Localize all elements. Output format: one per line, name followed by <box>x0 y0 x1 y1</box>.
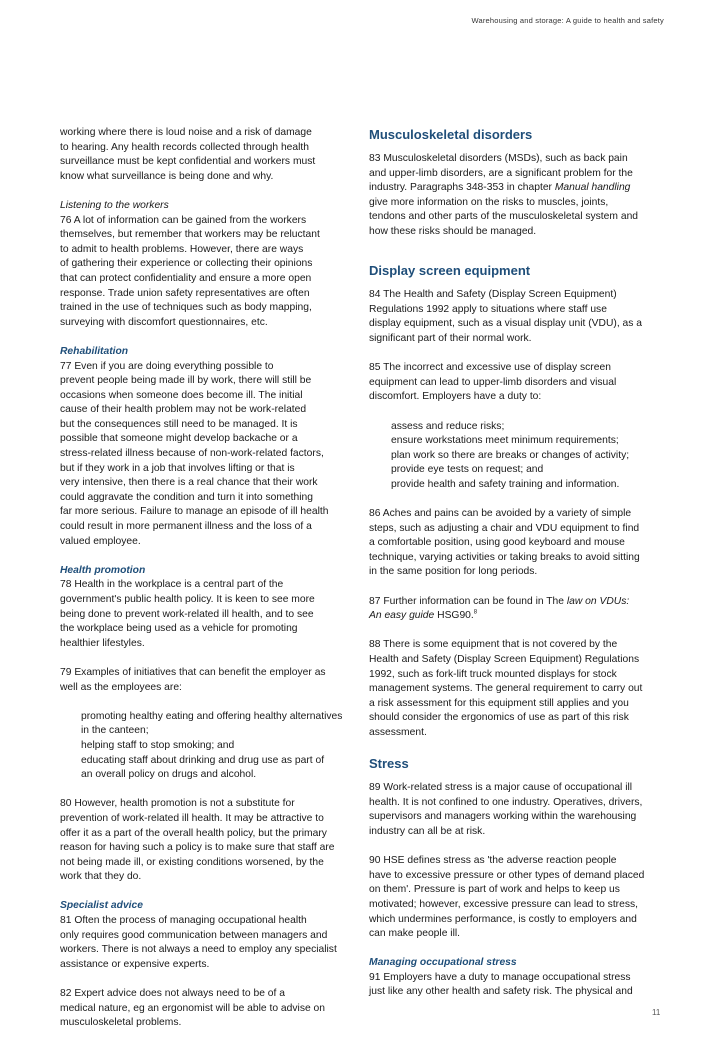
right-column <box>369 126 669 1000</box>
paragraph-89: 89 Work-related stress is a major cause of occupational ill health. It is not confined to one industry. Operatives, drivers, supervisors and managers working within the warehousing industry can all be at risk. <box>369 782 643 837</box>
heading-display-screen: Display screen equipment <box>369 263 531 279</box>
heading-musculoskeletal: Musculoskeletal disorders <box>369 127 533 142</box>
subheading-listening: Listening to the workers <box>60 199 169 211</box>
page-number: 11 <box>652 1008 661 1017</box>
paragraph-82: 82 Expert advice does not always need to be of a medical nature, eg an ergonomist will be able to advise on musculoskeletal problems. <box>60 988 326 1029</box>
running-header: Warehousing and storage: A guide to health and safety <box>471 16 664 25</box>
footnote-ref: 8 <box>473 609 478 616</box>
paragraph-87: 87 Further information can be found in The law on VDUs: An easy guide HSG90.$^8$ <box>369 595 630 622</box>
paragraph-80: 80 However, health promotion is not a substitute for prevention of work-related ill health. It may be attractive to offer it as a part of the overall health policy, but the primary reason for having such a policy is to make sure that staff are not being made ill, or existing conditions worsened, by the work that they do. <box>60 798 335 883</box>
paragraph-81: 81 Often the process of managing occupational health only requires good communication between managers and workers. There is not always a need to employ any specialist assistance or expensive experts. <box>60 915 337 970</box>
paragraph-76: 76 A lot of information can be gained from the workers themselves, but remember that workers may be reluctant to admit to health problems. However, there are ways of gathering their experience or collecting their opinions that can protect confidentiality and ensure a more open response. Trade union safety representatives are often trained in the use of techniques such as body mapping, surveying with discomfort questionnaires, etc. <box>60 214 320 328</box>
subheading-managing-stress: Managing occupational stress <box>369 957 517 969</box>
paragraph-83: 83 Musculoskeletal disorders (MSDs), such as back pain and upper-limb disorders, are a significant problem for the industry. Paragraphs 348-353 in chapter Manual handling give more information on the risks to muscles, joints, tendons and other parts of the musculoskeletal system and how these risks should be managed. <box>369 153 639 237</box>
subheading-specialist-advice: Specialist advice <box>60 900 143 912</box>
paragraph-90: 90 HSE defines stress as 'the adverse reaction people have to excessive pressure or other types of demand placed on them'. Pressure is part of work and helps to keep us motivated; however, excessive pressure can lead to stress, which undermines performance, is costly to employers and can make people ill. <box>369 855 645 940</box>
list-employer-duties: assess and reduce risks; ensure workstations meet minimum requirements; plan work so there are breaks or changes of activity; provide eye tests on request; and provide health and safety training and information. <box>391 420 630 490</box>
paragraph-85: 85 The incorrect and excessive use of display screen equipment can lead to upper-limb disorders and visual discomfort. Employers have a duty to: <box>369 362 617 403</box>
paragraph-86: 86 Aches and pains can be avoided by a variety of simple steps, such as adjusting a chair and VDU equipment to find a comfortable position, using good keyboard and mouse technique, varying activities or taking breaks to avoid sitting in the same position for long periods. <box>369 508 640 578</box>
paragraph-91: 91 Employers have a duty to manage occupational stress just like any other health and safety risk. The physical and <box>369 971 633 998</box>
heading-stress: Stress <box>369 756 409 772</box>
paragraph-continued: working where there is loud noise and a risk of damage to hearing. Any health records collected through health surveillance must be kept confidential and workers must know what surveillance is being done and why. <box>60 127 316 182</box>
subheading-health-promotion: Health promotion <box>60 564 146 576</box>
subheading-rehabilitation: Rehabilitation <box>60 345 129 357</box>
left-column <box>60 126 358 1031</box>
paragraph-79: 79 Examples of initiatives that can benefit the employer as well as the employees are: <box>60 666 326 693</box>
paragraph-77: 77 Even if you are doing everything possible to prevent people being made ill by work, there will still be occasions when someone does become ill. The initial cause of their health problem may not be work-related but the consequences still need to be managed. It is possible that someone might develop backache or a stress-related illness because of non-work-related factors, but if they work in a job that involves lifting or that is very intensive, then there is a real chance that their work could aggravate the condition and turn it into something far more serious. Failure to manage an episode of ill health could result in more permanent illness and the loss of a valued employee. <box>60 360 329 547</box>
paragraph-78: 78 Health in the workplace is a central part of the government's public health policy. It is keen to see more being done to prevent work-related ill health, and to see the workplace being used as a vehicle for promoting healthier lifestyles. <box>60 579 315 649</box>
list-initiatives: promoting healthy eating and offering healthy alternatives in the canteen; helping staff to stop smoking; and educating staff about drinking and drug use as part of an overall policy on drugs and alcohol. <box>81 710 343 781</box>
paragraph-84: 84 The Health and Safety (Display Screen Equipment) Regulations 1992 apply to situations where staff use display equipment, such as a visual display unit (VDU), as a significant part of their normal work. <box>369 289 642 344</box>
paragraph-88: 88 There is some equipment that is not covered by the Health and Safety (Display Screen Equipment) Regulations 1992, such as fork-lift truck mounted displays for stock management systems. The general requirement to carry out a risk assessment for this equipment still applies and you should consider the ergonomics of use as part of this risk assessment. <box>369 639 643 738</box>
